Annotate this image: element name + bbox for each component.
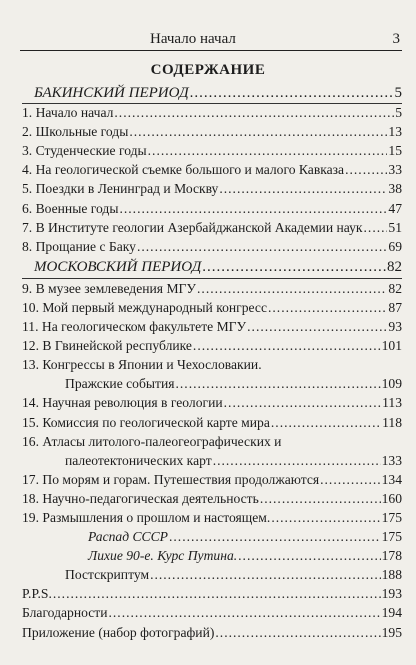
- toc-entry-label: Распад СССР: [88, 529, 168, 545]
- toc-page-number: 93: [388, 319, 402, 335]
- dot-leader: [364, 218, 388, 237]
- toc-entry-label: 2. Школьные годы: [22, 124, 129, 140]
- toc-entry-label: 1. Начало начал: [22, 105, 114, 121]
- toc-entry: [22, 122, 402, 141]
- toc-page-number: 87: [388, 299, 402, 315]
- toc-entry: [22, 141, 402, 160]
- toc-page-number: 82: [388, 280, 402, 296]
- toc-entry-label: Благодарности: [22, 605, 108, 621]
- toc-entry-label: 10. Мой первый международный конгресс: [22, 299, 267, 315]
- toc-entry: [22, 237, 402, 256]
- toc-page-number: 15: [388, 143, 402, 159]
- toc-entry-label: 6. Военные годы: [22, 200, 119, 216]
- toc-page-number: 133: [381, 452, 402, 468]
- toc-entry-label: 4. На геологической съемке большого и малого Кавказа: [22, 162, 345, 178]
- toc-page-number: 194: [381, 605, 402, 621]
- dot-leader: [119, 199, 387, 218]
- toc-page-number: 175: [381, 529, 402, 545]
- running-header: [20, 30, 402, 51]
- toc-entry-label: Лихие 90-е. Курс Путина.: [88, 548, 238, 564]
- toc-page-number: 5: [394, 85, 402, 101]
- toc-page-number: 5: [395, 105, 402, 121]
- toc-page-number: 195: [381, 624, 402, 640]
- toc-period-label: БАКИНСКИЙ ПЕРИОД: [34, 85, 189, 101]
- toc-page-number: 82: [387, 258, 402, 275]
- toc-entry-label: 8. Прощание с Баку: [22, 238, 136, 254]
- toc-entry: [22, 317, 402, 336]
- toc-page-number: 118: [382, 414, 402, 430]
- toc-entry: [22, 432, 402, 451]
- toc-entry-label: 16. Атласы литолого-палеогеографических и: [22, 433, 282, 449]
- toc-entry: [22, 355, 402, 374]
- toc-entry-label: 3. Студенческие годы: [22, 143, 147, 159]
- toc-entry: [22, 199, 402, 218]
- toc-entry: [22, 451, 402, 470]
- dot-leader: [238, 546, 380, 565]
- toc-entry-label: палеотектонических карт: [65, 452, 212, 468]
- toc-entry-label: Приложение (набор фотографий): [22, 624, 215, 640]
- dot-leader: [129, 122, 387, 141]
- toc-entry-label: P.P.S.: [22, 586, 52, 602]
- toc-entry: [22, 179, 402, 198]
- toc-page-number: 134: [381, 471, 402, 487]
- dot-leader: [148, 141, 388, 160]
- dot-leader: [247, 317, 387, 336]
- toc-page-number: 101: [381, 338, 402, 354]
- toc-page-number: 109: [381, 376, 402, 392]
- toc-entry: [22, 160, 402, 179]
- toc-subentry: [22, 527, 402, 546]
- toc-period-moscow: [22, 256, 402, 279]
- toc-subentry: [22, 565, 402, 584]
- dot-leader: [219, 179, 387, 198]
- dot-leader: [197, 279, 387, 298]
- toc-entry-label: 17. По морям и горам. Путешествия продолжаются: [22, 471, 320, 487]
- toc-entry-label: 7. В Институте геологии Азербайджанской Академии наук: [22, 219, 363, 235]
- dot-leader: [190, 84, 394, 103]
- toc-page-number: 13: [388, 124, 402, 140]
- dot-leader: [176, 374, 381, 393]
- toc-page-number: 33: [388, 162, 402, 178]
- toc-entry-label: 19. Размышления о прошлом и настоящем.: [22, 509, 271, 525]
- toc-subentry: [22, 546, 402, 565]
- toc-entry: [22, 218, 402, 237]
- toc-entry-label: 9. В музее землеведения МГУ: [22, 280, 197, 296]
- toc-page-number: 178: [381, 548, 402, 564]
- dot-leader: [268, 298, 387, 317]
- toc-entry-label: 14. Научная революция в геологии: [22, 395, 223, 411]
- toc-entry: [22, 298, 402, 317]
- toc-page-number: 38: [388, 181, 402, 197]
- dot-leader: [109, 603, 381, 622]
- toc-period-label: МОСКОВСКИЙ ПЕРИОД: [34, 258, 202, 275]
- dot-leader: [224, 393, 381, 412]
- toc-page-number: 175: [381, 509, 402, 525]
- toc-page-number: 188: [381, 567, 402, 583]
- toc-entry-label: 15. Комиссия по геологической карте мира: [22, 414, 270, 430]
- dot-leader: [320, 470, 380, 489]
- toc-page-number: 113: [382, 395, 402, 411]
- dot-leader: [345, 160, 387, 179]
- toc-period-baku: [22, 84, 402, 103]
- dot-leader: [53, 584, 381, 603]
- dot-leader: [137, 237, 387, 256]
- toc-page-number: 160: [381, 490, 402, 506]
- toc-entry-label: Пражские события: [65, 376, 175, 392]
- table-of-contents: [22, 84, 402, 642]
- toc-entry: [22, 279, 402, 298]
- dot-leader: [193, 336, 381, 355]
- toc-entry-label: 5. Поездки в Ленинград и Москву: [22, 181, 219, 197]
- toc-page-number: 193: [381, 586, 402, 602]
- toc-entry: [22, 603, 402, 622]
- toc-entry: [22, 489, 402, 508]
- dot-leader: [114, 103, 394, 122]
- toc-entry: [22, 623, 402, 642]
- toc-entry: [22, 103, 402, 122]
- dot-leader: [215, 623, 380, 642]
- dot-leader: [213, 451, 381, 470]
- dot-leader: [202, 256, 386, 279]
- dot-leader: [260, 489, 381, 508]
- dot-leader: [150, 565, 381, 584]
- toc-entry-label: 18. Научно-педагогическая деятельность: [22, 490, 259, 506]
- toc-page-number: 69: [388, 238, 402, 254]
- toc-entry: [22, 584, 402, 603]
- toc-entry-label: Постскриптум: [65, 567, 150, 583]
- toc-entry: [22, 336, 402, 355]
- dot-leader: [271, 508, 380, 527]
- toc-page-number: 51: [388, 219, 402, 235]
- toc-entry: [22, 413, 402, 432]
- toc-entry-label: 12. В Гвинейской республике: [22, 338, 192, 354]
- toc-entry-label: 11. На геологическом факультете МГУ: [22, 319, 247, 335]
- toc-entry: [22, 374, 402, 393]
- header-title: Начало начал: [150, 31, 236, 47]
- header-page-number: 3: [392, 31, 400, 47]
- toc-heading: СОДЕРЖАНИЕ: [150, 62, 266, 78]
- toc-entry: [22, 508, 402, 527]
- toc-page-number: 47: [388, 200, 402, 216]
- toc-entry: [22, 470, 402, 489]
- toc-entry-label: 13. Конгрессы в Японии и Чехословакии.: [22, 357, 262, 373]
- toc-entry: [22, 393, 402, 412]
- dot-leader: [169, 527, 381, 546]
- dot-leader: [271, 413, 381, 432]
